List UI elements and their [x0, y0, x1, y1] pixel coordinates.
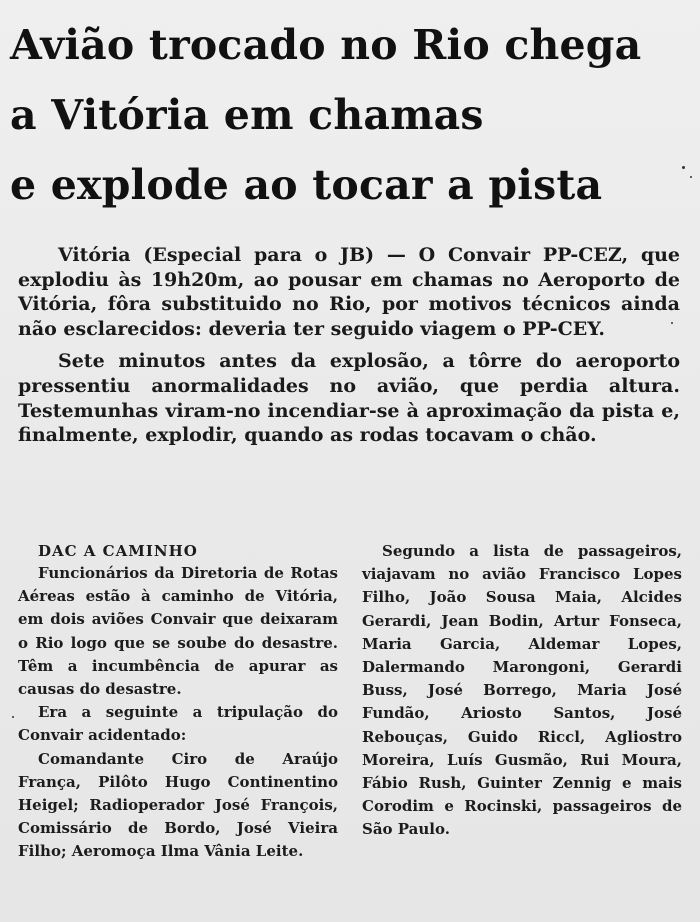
section-subhead: DAC A CAMINHO — [38, 542, 198, 560]
left-paragraph-1: Funcionários da Diretoria de Rotas Aéreas estão à caminho de Vitória, em dois aviões Convair que deixaram o Rio logo que se soube do desastre. Têm a incumbência de apurar as causas do desastre. — [18, 564, 338, 699]
article-lead — [18, 243, 680, 448]
left-column — [18, 540, 338, 864]
print-speck — [12, 716, 14, 718]
print-speck — [690, 176, 692, 178]
right-column — [362, 540, 682, 864]
article-headline — [10, 10, 690, 220]
headline-line-1: Avião trocado no Rio chega — [10, 21, 642, 69]
print-speck — [671, 322, 673, 324]
right-paragraph-1: Segundo a lista de passageiros, viajavam no avião Francisco Lopes Filho, João Sousa Maia, Alcides Gerardi, Jean Bodin, Artur Fonseca, Maria Garcia, Aldemar Lopes, Dalermando Marongoni, Gerardi Buss, José Borrego, Maria José Fundão, Ariosto Santos, José Rebouças, Guido Riccl, Agliostro Moreira, Luís Gusmão, Rui Moura, Fábio Rush, Guinter Zennig e mais Corodim e Rocinski, passageiros de São Paulo. — [362, 542, 682, 839]
headline-line-3: e explode ao tocar a pista — [10, 161, 603, 209]
left-paragraph-3: Comandante Ciro de Araújo França, Pilôto Hugo Continentino Heigel; Radioperador José François, Comissário de Bordo, José Vieira Filho; Aeromoça Ilma Vânia Leite. — [18, 749, 338, 861]
article-columns — [18, 540, 682, 864]
left-paragraph-2: Era a seguinte a tripulação do Convair acidentado: — [18, 703, 338, 745]
print-speck — [682, 166, 685, 169]
lead-paragraph-1: Vitória (Especial para o JB) — O Convair PP-CEZ, que explodiu às 19h20m, ao pousar em chamas no Aeroporto de Vitória, fôra substituido no Rio, por motivos técnicos ainda não esclarecidos: deveria ter seguido viagem o PP-CEY. — [18, 244, 680, 340]
lead-paragraph-2: Sete minutos antes da explosão, a tôrre do aeroporto pressentiu anormalidades no avião, que perdia altura. Testemunhas viram-no incendiar-se à aproximação da pista e, finalmente, explodir, quando as rodas tocavam o chão. — [18, 350, 680, 447]
headline-line-2: a Vitória em chamas — [10, 91, 484, 139]
